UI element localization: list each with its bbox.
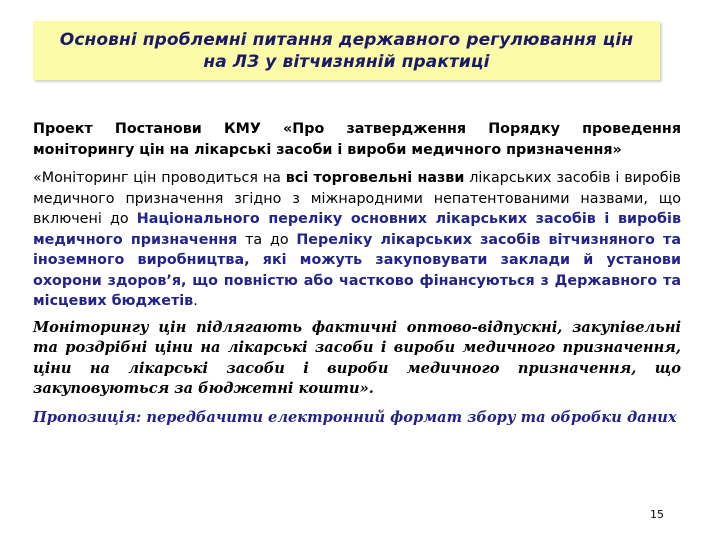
text-segment: лікарських засобів і виробів медичного призначення згідно з міжнародними непатентованими назвами, що включені до xyxy=(33,170,681,227)
paragraph-prices-subject: Моніторингу цін підлягають фактичні оптово-відпускні, закупівельні та роздрібні ціни на лікарські засоби і вироби медичного призначення, ціни на лікарські засоби і вироби медичного призначення, що закуповуються за бюджетні кошти». xyxy=(33,318,681,397)
slide-content xyxy=(33,119,681,428)
text-segment: «Моніторинг цін проводиться на xyxy=(33,170,286,186)
bold-trade-names: всі торговельні назви xyxy=(285,170,465,186)
slide-title-line-1: Основні проблемні питання державного регулювання цін xyxy=(59,29,634,50)
paragraph-proposal: Пропозиція: передбачити електронний формат збору та обробки даних xyxy=(33,408,677,426)
medicines-list-reference: Переліку лікарських засобів вітчизняного та іноземного виробництва, які можуть закуповувати заклади й установи охорони здоров’я, що повністю або частково фінансуються з Державного та місцевих бюджетів xyxy=(33,231,681,309)
national-list-reference: Національного переліку основних лікарських засобів і виробів медичного призначення xyxy=(33,211,681,248)
slide-title-line-2: на ЛЗ у вітчизняній практиці xyxy=(203,51,490,72)
page-number: 15 xyxy=(650,508,664,521)
text-segment: . xyxy=(193,293,198,309)
title-box xyxy=(33,21,660,80)
paragraph-monitoring-scope xyxy=(33,168,681,312)
text-segment: та до xyxy=(237,231,297,248)
paragraph-draft-resolution: Проект Постанови КМУ «Про затвердження Порядку проведення моніторингу цін на лікарські засоби і вироби медичного призначення» xyxy=(33,121,681,158)
